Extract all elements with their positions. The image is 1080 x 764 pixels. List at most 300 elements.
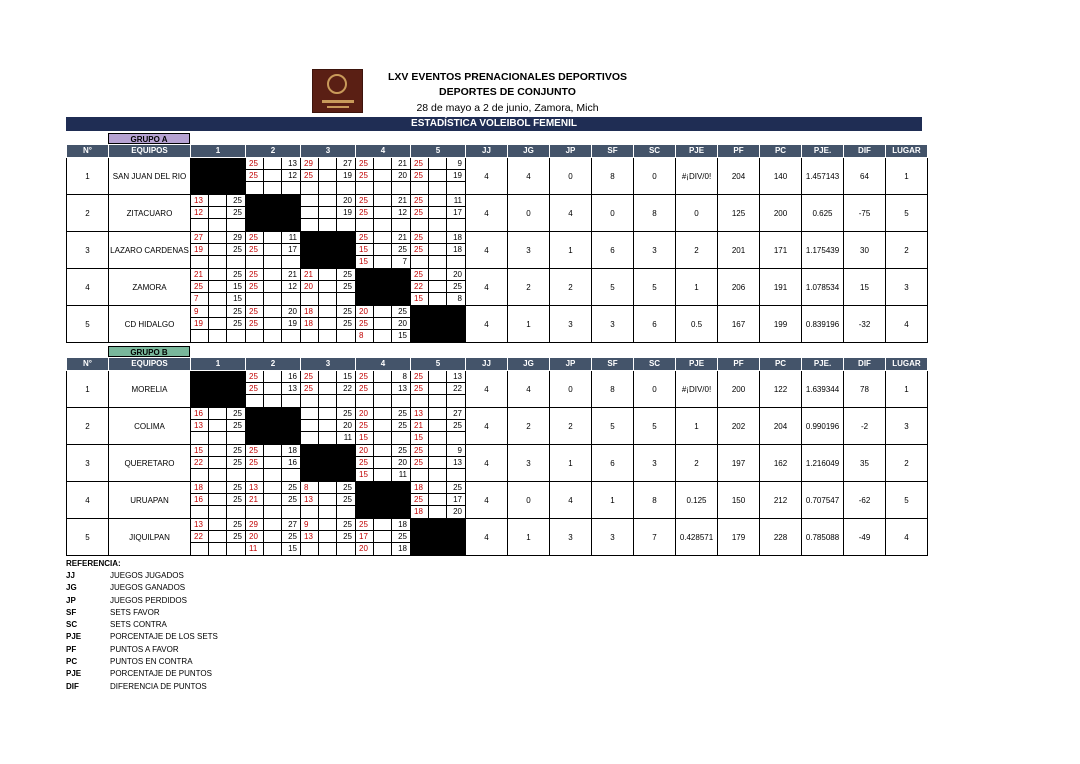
set-score: [264, 293, 282, 305]
column-header: 2: [246, 145, 301, 158]
set-score: [264, 281, 282, 293]
set-score: [374, 207, 392, 219]
stat-jj: 4: [466, 306, 508, 343]
set-score: [356, 395, 374, 407]
set-score: 25: [246, 281, 264, 293]
team-name: CD HIDALGO: [109, 306, 191, 343]
stat-pf: 125: [718, 195, 760, 232]
set-score: [264, 383, 282, 395]
set-score: 19: [191, 318, 209, 330]
column-header: PJE.: [802, 358, 844, 371]
set-score: [209, 457, 227, 469]
set-score: 21: [392, 232, 410, 244]
stat-sf: 3: [592, 306, 634, 343]
set-score: 13: [246, 482, 264, 494]
set-score: 20: [453, 507, 462, 516]
set-score: 15: [227, 281, 245, 293]
set-score: 15: [411, 293, 429, 305]
reference-code: PC: [66, 657, 78, 667]
self-match-block: [246, 408, 301, 445]
set-score: 25: [246, 232, 264, 244]
column-header: LUGAR: [886, 358, 928, 371]
set-score: [264, 269, 282, 281]
set-score: 25: [246, 445, 264, 457]
set-score: [319, 408, 337, 420]
set-score: [264, 244, 282, 256]
score-grid: [411, 158, 465, 194]
set-score: [209, 408, 227, 420]
set-score: [209, 519, 227, 531]
stat-pje: #¡DIV/0!: [676, 371, 718, 408]
set-score: [319, 494, 337, 506]
team-name: ZAMORA: [109, 269, 191, 306]
set-score: 11: [282, 232, 300, 244]
set-score: 18: [301, 306, 319, 318]
column-header: DIF: [844, 145, 886, 158]
self-match-block: [246, 195, 301, 232]
set-score: 16: [191, 408, 209, 420]
stat-lugar: 5: [886, 195, 928, 232]
set-score: 25: [337, 281, 355, 293]
set-score: [374, 195, 392, 207]
team-name: COLIMA: [109, 408, 191, 445]
match-score-cell: [301, 158, 356, 195]
set-score: 11: [246, 543, 264, 555]
reference-text: DIFERENCIA DE PUNTOS: [110, 681, 207, 691]
team-row: [67, 232, 928, 269]
set-score: 25: [246, 318, 264, 330]
set-score: 12: [282, 281, 300, 293]
set-score: [264, 519, 282, 531]
set-score: 18: [398, 544, 407, 553]
match-score-cell: [301, 195, 356, 232]
set-score: 25: [411, 269, 429, 281]
set-score: 11: [343, 433, 352, 442]
match-score-cell: [246, 269, 301, 306]
set-score: [429, 383, 447, 395]
column-header: JG: [508, 145, 550, 158]
stat-pje2: 0.785088: [802, 519, 844, 556]
set-score: [429, 482, 447, 494]
set-score: 25: [246, 383, 264, 395]
stat-pje2: 1.457143: [802, 158, 844, 195]
stat-jp: 4: [550, 482, 592, 519]
stat-jp: 0: [550, 371, 592, 408]
set-score: 27: [337, 158, 355, 170]
stat-sf: 0: [592, 195, 634, 232]
team-name: SAN JUAN DEL RIO: [109, 158, 191, 195]
set-score: [374, 371, 392, 383]
score-grid: [191, 482, 245, 518]
set-score: 25: [356, 207, 374, 219]
set-score: [282, 256, 300, 268]
match-score-cell: [301, 371, 356, 408]
stat-lugar: 4: [886, 519, 928, 556]
reference-item: [66, 668, 218, 680]
match-score-cell: [191, 519, 246, 556]
set-score: [374, 170, 392, 182]
set-score: 20: [301, 281, 319, 293]
stat-jj: 4: [466, 519, 508, 556]
set-score: [319, 330, 337, 342]
set-score: [264, 256, 282, 268]
set-score: 25: [337, 482, 355, 494]
set-score: [374, 158, 392, 170]
team-name: QUERETARO: [109, 445, 191, 482]
set-score: [429, 494, 447, 506]
set-score: 25: [227, 195, 245, 207]
set-score: [356, 182, 374, 194]
team-number: 1: [67, 371, 109, 408]
group-a-label: GRUPO A: [108, 133, 190, 144]
set-score: [301, 207, 319, 219]
table-header-row: [67, 358, 928, 371]
match-score-cell: [246, 158, 301, 195]
stat-jg: 0: [508, 195, 550, 232]
set-score: [301, 420, 319, 432]
set-score: 20: [447, 269, 465, 281]
set-score: 20: [392, 170, 410, 182]
set-score: [374, 219, 392, 231]
set-score: [319, 182, 337, 194]
set-score: [374, 256, 392, 268]
set-score: 21: [392, 195, 410, 207]
match-score-cell: [411, 232, 466, 269]
stat-pje: 0: [676, 195, 718, 232]
match-score-cell: [411, 371, 466, 408]
stat-jp: 0: [550, 158, 592, 195]
set-score: 17: [282, 244, 300, 256]
set-score: [191, 330, 209, 342]
set-score: [429, 395, 447, 407]
score-grid: [246, 306, 300, 342]
set-score: [319, 506, 337, 518]
set-score: [429, 269, 447, 281]
stat-jg: 2: [508, 269, 550, 306]
stat-dif: 30: [844, 232, 886, 269]
set-score: 25: [392, 420, 410, 432]
self-match-block: [191, 371, 246, 408]
set-score: 16: [191, 494, 209, 506]
score-grid: [191, 232, 245, 268]
set-score: 15: [288, 544, 297, 553]
column-header: 5: [411, 358, 466, 371]
match-score-cell: [356, 158, 411, 195]
set-score: 25: [356, 519, 374, 531]
stat-jj: 4: [466, 371, 508, 408]
set-score: 25: [356, 170, 374, 182]
reference-item: [66, 631, 218, 643]
set-score: [392, 395, 410, 407]
score-grid: [301, 408, 355, 444]
set-score: 15: [356, 244, 374, 256]
stat-sc: 8: [634, 195, 676, 232]
event-dates: 28 de mayo a 2 de junio, Zamora, Mich: [416, 102, 599, 114]
set-score: [282, 182, 300, 194]
set-score: [264, 494, 282, 506]
stat-sf: 8: [592, 371, 634, 408]
score-grid: [411, 371, 465, 407]
set-score: [209, 244, 227, 256]
set-score: 25: [392, 408, 410, 420]
group-b-table: [66, 357, 928, 556]
stat-pf: 200: [718, 371, 760, 408]
set-score: 15: [191, 445, 209, 457]
score-grid: [356, 232, 410, 268]
set-score: 15: [398, 331, 407, 340]
set-score: [264, 506, 282, 518]
team-number: 2: [67, 408, 109, 445]
set-score: [319, 395, 337, 407]
stat-lugar: 1: [886, 158, 928, 195]
set-score: [191, 219, 209, 231]
set-score: 25: [227, 318, 245, 330]
match-score-cell: [411, 482, 466, 519]
stat-jg: 4: [508, 371, 550, 408]
team-name: JIQUILPAN: [109, 519, 191, 556]
set-score: 8: [392, 371, 410, 383]
team-number: 1: [67, 158, 109, 195]
set-score: 21: [392, 158, 410, 170]
column-header: JJ: [466, 358, 508, 371]
self-match-block: [301, 445, 356, 482]
match-score-cell: [356, 232, 411, 269]
reference-item: [66, 644, 218, 656]
set-score: 18: [301, 318, 319, 330]
match-score-cell: [246, 371, 301, 408]
score-grid: [191, 306, 245, 342]
set-score: 25: [337, 531, 355, 543]
set-score: [392, 219, 410, 231]
column-header: 4: [356, 145, 411, 158]
stat-jp: 4: [550, 195, 592, 232]
set-score: [282, 395, 300, 407]
set-score: [209, 256, 227, 268]
self-match-block: [301, 232, 356, 269]
stats-banner: [66, 117, 922, 131]
team-number: 3: [67, 232, 109, 269]
set-score: 25: [301, 170, 319, 182]
set-score: [264, 457, 282, 469]
set-score: [227, 506, 245, 518]
match-score-cell: [411, 445, 466, 482]
reference-code: PJE: [66, 669, 82, 679]
score-grid: [356, 445, 410, 481]
team-row: [67, 158, 928, 195]
set-score: 25: [447, 420, 465, 432]
stat-jp: 1: [550, 232, 592, 269]
team-name: URUAPAN: [109, 482, 191, 519]
set-score: [301, 543, 319, 555]
set-score: [319, 170, 337, 182]
set-score: [429, 158, 447, 170]
set-score: [209, 281, 227, 293]
set-score: [319, 371, 337, 383]
set-score: [246, 256, 264, 268]
set-score: 25: [356, 158, 374, 170]
set-score: [209, 469, 227, 481]
set-score: [264, 232, 282, 244]
reference-code: SF: [66, 607, 77, 617]
set-score: [209, 232, 227, 244]
set-score: 19: [447, 170, 465, 182]
match-score-cell: [191, 445, 246, 482]
score-grid: [301, 519, 355, 555]
set-score: [191, 469, 209, 481]
event-title: LXV EVENTOS PRENACIONALES DEPORTIVOS: [387, 71, 627, 83]
column-header: JG: [508, 358, 550, 371]
column-header: DIF: [844, 358, 886, 371]
match-score-cell: [411, 158, 466, 195]
stat-sf: 8: [592, 158, 634, 195]
match-score-cell: [356, 195, 411, 232]
match-score-cell: [301, 519, 356, 556]
score-grid: [411, 445, 465, 481]
stat-pf: 206: [718, 269, 760, 306]
set-score: 25: [246, 371, 264, 383]
reference-title: REFERENCIA:: [66, 559, 121, 568]
set-score: [411, 395, 429, 407]
set-score: 25: [392, 306, 410, 318]
set-score: 18: [282, 445, 300, 457]
set-score: [429, 195, 447, 207]
set-score: [264, 182, 282, 194]
set-score: 25: [356, 383, 374, 395]
set-score: [264, 318, 282, 330]
reference-item: [66, 607, 218, 619]
set-score: [429, 256, 447, 268]
reference-text: PORCENTAJE DE LOS SETS: [110, 632, 218, 642]
set-score: 25: [337, 306, 355, 318]
set-score: [429, 207, 447, 219]
score-grid: [301, 269, 355, 305]
set-score: 21: [282, 269, 300, 281]
column-header: PF: [718, 358, 760, 371]
column-header: N°: [67, 358, 109, 371]
stat-jg: 3: [508, 232, 550, 269]
set-score: [209, 293, 227, 305]
set-score: 25: [301, 371, 319, 383]
score-grid: [191, 445, 245, 481]
stat-pf: 179: [718, 519, 760, 556]
set-score: 12: [282, 170, 300, 182]
reference-text: JUEGOS GANADOS: [110, 583, 186, 593]
set-score: [209, 219, 227, 231]
set-score: [246, 469, 264, 481]
team-name: MORELIA: [109, 371, 191, 408]
column-header: 3: [301, 145, 356, 158]
set-score: [301, 408, 319, 420]
set-score: [264, 543, 282, 555]
set-score: 25: [411, 158, 429, 170]
set-score: [319, 432, 337, 444]
set-score: 25: [227, 408, 245, 420]
stat-pje2: 1.216049: [802, 445, 844, 482]
stat-jp: 2: [550, 269, 592, 306]
set-score: 25: [337, 318, 355, 330]
column-header: 2: [246, 358, 301, 371]
team-row: [67, 371, 928, 408]
team-name: ZITACUARO: [109, 195, 191, 232]
set-score: [227, 256, 245, 268]
set-score: 25: [411, 232, 429, 244]
set-score: [374, 420, 392, 432]
score-grid: [191, 195, 245, 231]
set-score: 19: [191, 244, 209, 256]
stat-pje2: 0.625: [802, 195, 844, 232]
stat-lugar: 2: [886, 232, 928, 269]
set-score: 25: [227, 482, 245, 494]
stat-jg: 3: [508, 445, 550, 482]
set-score: 25: [191, 281, 209, 293]
set-score: [411, 256, 429, 268]
set-score: 15: [356, 469, 374, 481]
set-score: [209, 543, 227, 555]
set-score: 8: [301, 482, 319, 494]
set-score: [191, 506, 209, 518]
column-header: LUGAR: [886, 145, 928, 158]
set-score: [319, 158, 337, 170]
set-score: [319, 383, 337, 395]
set-score: [374, 543, 392, 555]
set-score: [429, 232, 447, 244]
column-header: PJE: [676, 145, 718, 158]
match-score-cell: [411, 408, 466, 445]
set-score: [319, 269, 337, 281]
set-score: [429, 170, 447, 182]
set-score: 25: [282, 494, 300, 506]
team-row: [67, 408, 928, 445]
set-score: [301, 219, 319, 231]
stat-pc: 200: [760, 195, 802, 232]
set-score: [319, 318, 337, 330]
set-score: 25: [282, 531, 300, 543]
stat-pc: 204: [760, 408, 802, 445]
set-score: 16: [282, 457, 300, 469]
match-score-cell: [191, 232, 246, 269]
set-score: [264, 330, 282, 342]
stat-jg: 1: [508, 519, 550, 556]
set-score: 25: [392, 445, 410, 457]
set-score: 7: [402, 257, 407, 266]
set-score: [374, 531, 392, 543]
set-score: 21: [191, 269, 209, 281]
score-grid: [246, 232, 300, 268]
set-score: [191, 256, 209, 268]
group-b-label: GRUPO B: [108, 346, 190, 357]
set-score: [282, 293, 300, 305]
set-score: 27: [447, 408, 465, 420]
set-score: [429, 219, 447, 231]
set-score: [374, 457, 392, 469]
set-score: [209, 531, 227, 543]
column-header: PC: [760, 358, 802, 371]
score-grid: [191, 269, 245, 305]
column-header: 4: [356, 358, 411, 371]
set-score: [429, 182, 447, 194]
column-header: SF: [592, 358, 634, 371]
set-score: [337, 330, 355, 342]
set-score: 25: [337, 408, 355, 420]
reference-code: SC: [66, 620, 78, 630]
set-score: 25: [227, 269, 245, 281]
match-score-cell: [411, 269, 466, 306]
set-score: [264, 469, 282, 481]
stat-lugar: 3: [886, 408, 928, 445]
set-score: [209, 494, 227, 506]
set-score: 18: [411, 482, 429, 494]
match-score-cell: [191, 482, 246, 519]
